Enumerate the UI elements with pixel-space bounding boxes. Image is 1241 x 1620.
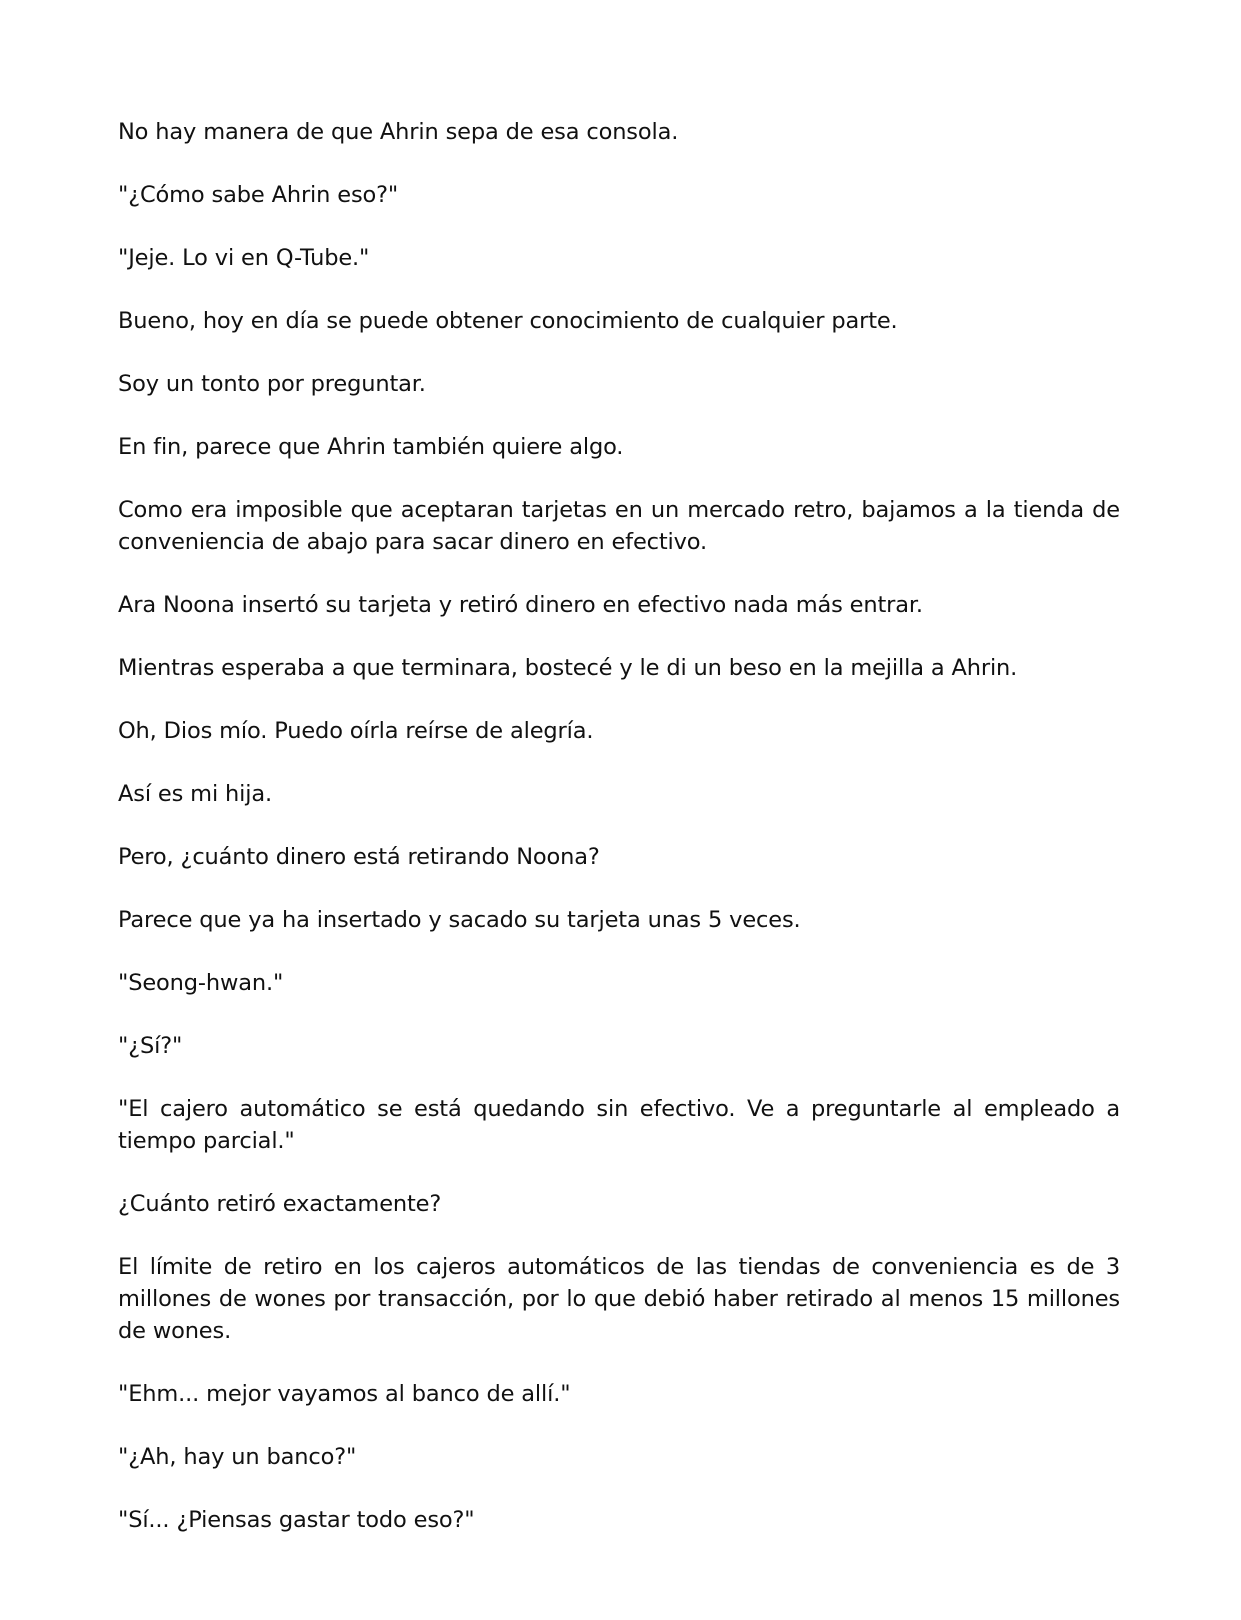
paragraph-15: "¿Sí?" bbox=[118, 1033, 183, 1059]
paragraph-2: "¿Cómo sabe Ahrin eso?" bbox=[118, 182, 399, 208]
paragraph-8: Ara Noona insertó su tarjeta y retiró dinero en efectivo nada más entrar. bbox=[118, 592, 923, 618]
paragraph-17: ¿Cuánto retiró exactamente? bbox=[118, 1191, 442, 1217]
paragraph-20: "¿Ah, hay un banco?" bbox=[118, 1444, 357, 1470]
paragraph-3: "Jeje. Lo vi en Q-Tube." bbox=[118, 245, 370, 271]
document-page bbox=[118, 116, 1120, 1536]
paragraph-4: Bueno, hoy en día se puede obtener conocimiento de cualquier parte. bbox=[118, 308, 898, 334]
paragraph-1: No hay manera de que Ahrin sepa de esa consola. bbox=[118, 119, 679, 145]
paragraph-14: "Seong-hwan." bbox=[118, 970, 284, 996]
paragraph-6: En fin, parece que Ahrin también quiere algo. bbox=[118, 434, 624, 460]
paragraph-12: Pero, ¿cuánto dinero está retirando Noona? bbox=[118, 844, 600, 870]
paragraph-13: Parece que ya ha insertado y sacado su tarjeta unas 5 veces. bbox=[118, 907, 801, 933]
paragraph-5: Soy un tonto por preguntar. bbox=[118, 371, 426, 397]
paragraph-18: El límite de retiro en los cajeros automáticos de las tiendas de conveniencia es de 3 millones de wones por transacción, por lo que debió haber retirado al menos 15 millones de wones. bbox=[118, 1254, 1120, 1344]
paragraph-16: "El cajero automático se está quedando sin efectivo. Ve a preguntarle al empleado a tiempo parcial." bbox=[118, 1096, 1120, 1154]
paragraph-11: Así es mi hija. bbox=[118, 781, 273, 807]
paragraph-7: Como era imposible que aceptaran tarjetas en un mercado retro, bajamos a la tienda de conveniencia de abajo para sacar dinero en efectivo. bbox=[118, 497, 1120, 555]
paragraph-9: Mientras esperaba a que terminara, bostecé y le di un beso en la mejilla a Ahrin. bbox=[118, 655, 1018, 681]
paragraph-10: Oh, Dios mío. Puedo oírla reírse de alegría. bbox=[118, 718, 594, 744]
paragraph-21: "Sí... ¿Piensas gastar todo eso?" bbox=[118, 1507, 475, 1533]
paragraph-19: "Ehm... mejor vayamos al banco de allí." bbox=[118, 1381, 571, 1407]
